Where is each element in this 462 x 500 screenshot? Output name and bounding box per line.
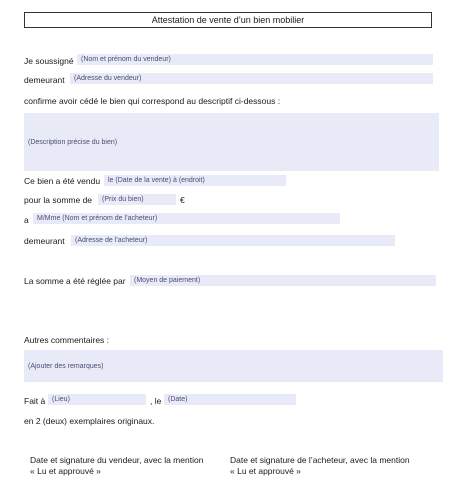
made-on-label: , le	[150, 396, 162, 406]
currency-symbol: €	[180, 195, 185, 205]
date-field[interactable]: (Date)	[164, 394, 296, 405]
price-label: pour la somme de	[24, 195, 93, 205]
buyer-signature-line1: Date et signature de l’acheteur, avec la mention	[230, 455, 410, 465]
buyer-address-label: demeurant	[24, 236, 65, 246]
seller-address-label: demeurant	[24, 75, 65, 85]
sold-label: Ce bien a été vendu	[24, 176, 101, 186]
buyer-signature-line2: « Lu et approuvé »	[230, 466, 301, 476]
place-field[interactable]: (Lieu)	[48, 394, 146, 405]
seller-signature-line1: Date et signature du vendeur, avec la mention	[30, 455, 204, 465]
document-title: Attestation de vente d’un bien mobilier	[24, 12, 432, 28]
comments-label: Autres commentaires :	[24, 335, 110, 345]
price-field[interactable]: (Prix du bien)	[98, 194, 176, 205]
sale-date-place-field[interactable]: le (Date de la vente) à (endroit)	[104, 175, 286, 186]
comments-placeholder: (Ajouter des remarques)	[28, 362, 104, 370]
seller-signature-line2: « Lu et approuvé »	[30, 466, 101, 476]
copies-text: en 2 (deux) exemplaires originaux.	[24, 416, 155, 426]
buyer-address-field[interactable]: (Adresse de l’acheteur)	[71, 235, 395, 246]
to-label: a	[24, 215, 29, 225]
buyer-name-field[interactable]: M/Mme (Nom et prénom de l’acheteur)	[33, 213, 340, 224]
description-field[interactable]	[24, 113, 439, 171]
payment-label: La somme a été réglée par	[24, 276, 126, 286]
buyer-signature-block	[230, 455, 410, 477]
seller-address-field[interactable]: (Adresse du vendeur)	[70, 73, 433, 84]
made-at-label: Fait à	[24, 396, 46, 406]
seller-label: Je soussigné	[24, 56, 74, 66]
payment-field[interactable]: (Moyen de paiement)	[130, 275, 436, 286]
seller-signature-block	[30, 455, 203, 477]
description-placeholder: (Description précise du bien)	[28, 138, 118, 146]
seller-name-field[interactable]: (Nom et prénom du vendeur)	[77, 54, 433, 65]
comments-field[interactable]	[24, 350, 443, 382]
confirm-text: confirme avoir cédé le bien qui correspond au descriptif ci-dessous :	[24, 96, 281, 106]
